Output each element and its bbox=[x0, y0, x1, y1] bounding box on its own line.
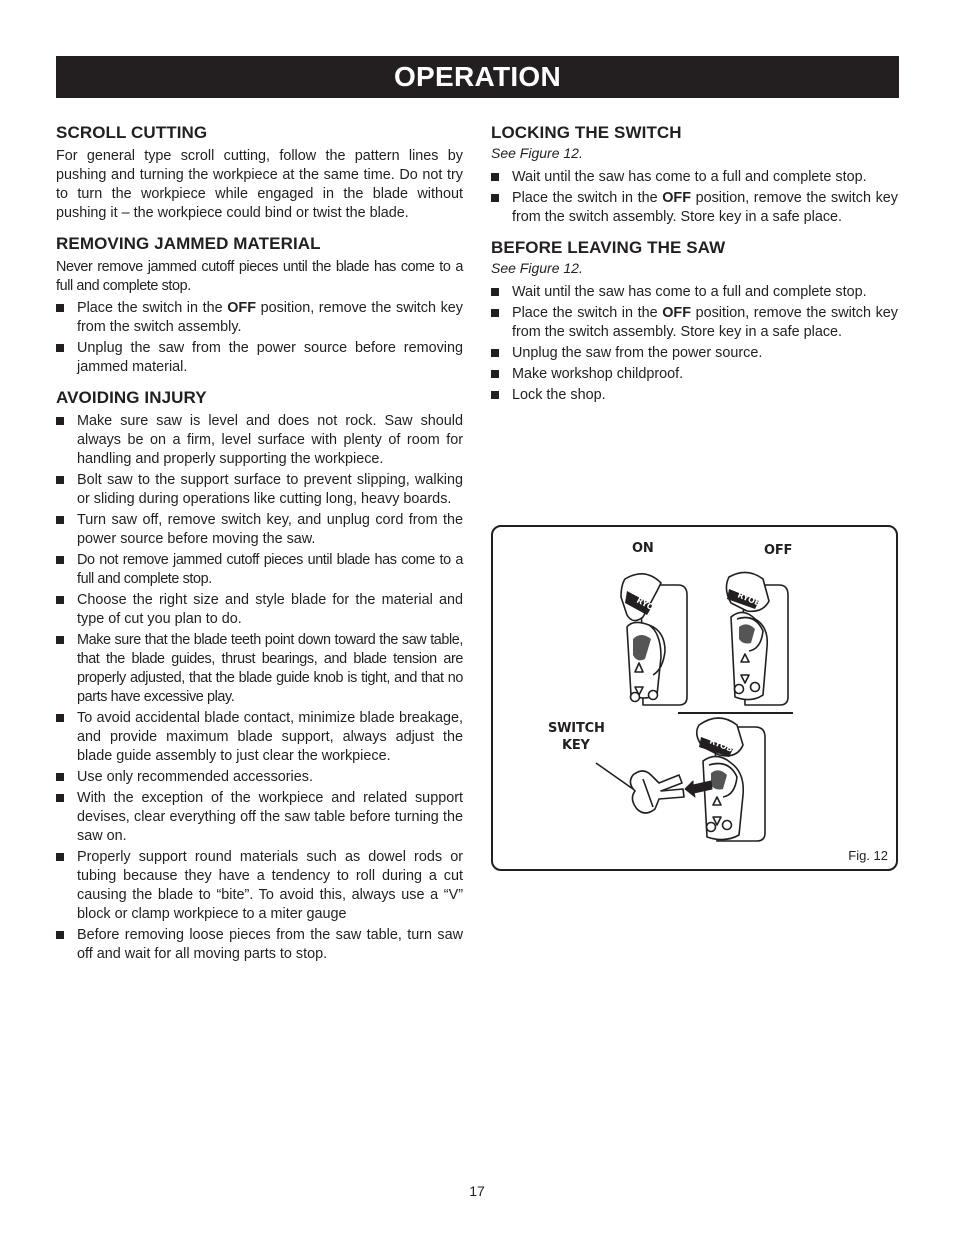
brand-logo: RYOBI bbox=[708, 736, 737, 756]
list-item: Bolt saw to the support surface to prevent slipping, walking or sliding during operations like cutting long, heavy boards. bbox=[56, 471, 463, 509]
bullet-icon bbox=[56, 304, 64, 312]
avoiding-injury-list bbox=[56, 412, 463, 964]
bullet-icon bbox=[491, 288, 499, 296]
figure-reference: See Figure 12. bbox=[491, 145, 583, 161]
avoiding-injury-section bbox=[56, 387, 463, 964]
brand-logo: RYOBI bbox=[736, 590, 765, 610]
leader-line bbox=[596, 763, 633, 789]
scroll-cutting-section bbox=[56, 122, 463, 223]
list-item: Wait until the saw has come to a full and complete stop. bbox=[491, 168, 898, 187]
bullet-icon bbox=[56, 636, 64, 644]
before-leaving-heading: BEFORE LEAVING THE SAW bbox=[491, 238, 726, 257]
brand-logo: RYOBI bbox=[635, 595, 664, 617]
bullet-icon bbox=[56, 714, 64, 722]
switch-key-removed-icon bbox=[697, 718, 765, 841]
list-item: Lock the shop. bbox=[491, 386, 898, 405]
page-number: 17 bbox=[469, 1183, 485, 1199]
off-label: OFF bbox=[764, 543, 793, 558]
key-label: KEY bbox=[562, 738, 590, 753]
right-column bbox=[491, 122, 898, 415]
list-item: Make workshop childproof. bbox=[491, 365, 898, 384]
list-item: Turn saw off, remove switch key, and unplug cord from the power source before moving the saw. bbox=[56, 511, 463, 549]
scroll-cutting-heading: SCROLL CUTTING bbox=[56, 123, 208, 142]
before-leaving-list bbox=[491, 283, 898, 405]
list-item: With the exception of the workpiece and related support devises, clear everything off the saw table before turning the saw on. bbox=[56, 789, 463, 846]
switch-label: SWITCH bbox=[548, 721, 605, 736]
list-item: Choose the right size and style blade for the material and type of cut you plan to do. bbox=[56, 591, 463, 629]
bullet-icon bbox=[56, 476, 64, 484]
switch-illustration bbox=[493, 527, 896, 869]
before-leaving-section bbox=[491, 237, 898, 405]
scroll-cutting-text: For general type scroll cutting, follow the pattern lines by pushing and turning the workpiece at the same time. Do not try to turn the workpiece while engaged in the blade without pushing it – the workpiece could bind or twist the blade. bbox=[56, 148, 463, 221]
bullet-icon bbox=[491, 309, 499, 317]
bullet-icon bbox=[491, 349, 499, 357]
left-column bbox=[56, 122, 463, 974]
list-item: Before removing loose pieces from the saw table, turn saw off and wait for all moving parts to stop. bbox=[56, 926, 463, 964]
section-title-banner: OPERATION bbox=[56, 56, 899, 98]
bullet-icon bbox=[491, 391, 499, 399]
list-item: Place the switch in the OFF position, remove the switch key from the switch assembly. bbox=[56, 299, 463, 337]
figure-caption: Fig. 12 bbox=[848, 848, 888, 863]
bullet-icon bbox=[56, 773, 64, 781]
switch-on-icon bbox=[621, 574, 687, 705]
removing-jammed-text: Never remove jammed cutoff pieces until the blade has come to a full and complete stop. bbox=[56, 259, 463, 294]
removing-jammed-heading: REMOVING JAMMED MATERIAL bbox=[56, 234, 321, 253]
list-item: Make sure saw is level and does not rock. Saw should always be on a firm, level surface with plenty of room for handling and properly supporting the workpiece. bbox=[56, 412, 463, 469]
bullet-icon bbox=[56, 931, 64, 939]
bullet-icon bbox=[491, 194, 499, 202]
avoiding-injury-heading: AVOIDING INJURY bbox=[56, 388, 207, 407]
list-item: Do not remove jammed cutoff pieces until blade has come to a full and complete stop. bbox=[56, 551, 463, 589]
list-item: Unplug the saw from the power source. bbox=[491, 344, 898, 363]
list-item: Place the switch in the OFF position, remove the switch key from the switch assembly. Store key in a safe place. bbox=[491, 304, 898, 342]
bullet-icon bbox=[56, 853, 64, 861]
bullet-icon bbox=[56, 516, 64, 524]
list-item: Place the switch in the OFF position, remove the switch key from the switch assembly. Store key in a safe place. bbox=[491, 189, 898, 227]
bullet-icon bbox=[56, 794, 64, 802]
bullet-icon bbox=[56, 344, 64, 352]
list-item: To avoid accidental blade contact, minimize blade breakage, and provide maximum blade support, always adjust the blade guide assembly to just clear the workpiece. bbox=[56, 709, 463, 766]
locking-switch-list bbox=[491, 168, 898, 227]
bullet-icon bbox=[56, 417, 64, 425]
list-item: Properly support round materials such as dowel rods or tubing because they have a tendency to roll during a cut causing the blade to “bite”. To avoid this, always use a “V” block or clamp workpiece to a miter gauge bbox=[56, 848, 463, 924]
figure-reference: See Figure 12. bbox=[491, 260, 583, 276]
bullet-icon bbox=[491, 173, 499, 181]
list-item: Wait until the saw has come to a full and complete stop. bbox=[491, 283, 898, 302]
removing-jammed-section bbox=[56, 233, 463, 377]
list-item: Unplug the saw from the power source before removing jammed material. bbox=[56, 339, 463, 377]
switch-off-icon bbox=[726, 572, 788, 705]
bullet-icon bbox=[491, 370, 499, 378]
locking-switch-section bbox=[491, 122, 898, 227]
locking-switch-heading: LOCKING THE SWITCH bbox=[491, 123, 682, 142]
removing-jammed-list bbox=[56, 299, 463, 377]
bullet-icon bbox=[56, 556, 64, 564]
bullet-icon bbox=[56, 596, 64, 604]
figure-12 bbox=[491, 525, 898, 871]
list-item: Use only recommended accessories. bbox=[56, 768, 463, 787]
on-label: ON bbox=[632, 541, 654, 556]
switch-key-icon bbox=[630, 771, 684, 813]
list-item: Make sure that the blade teeth point down toward the saw table, that the blade guides, thrust bearings, and blade tension are properly adjusted, that the blade guide knob is tight, and that no parts have excessive play. bbox=[56, 631, 463, 707]
